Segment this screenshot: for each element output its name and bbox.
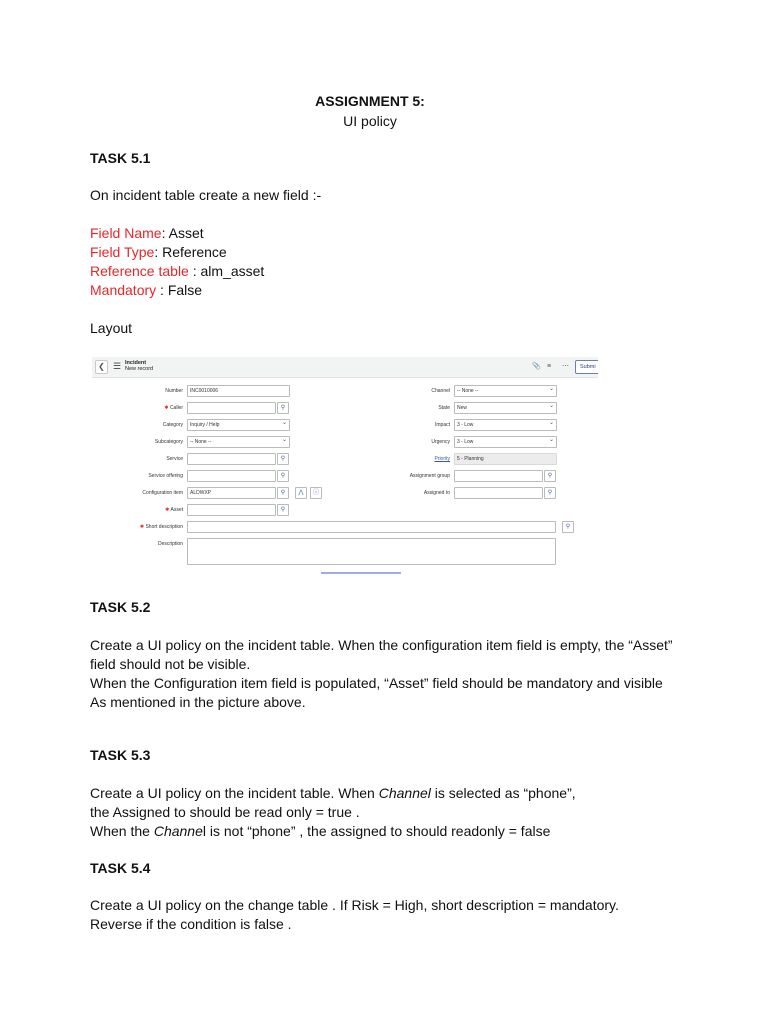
task-5-2-line-1: Create a UI policy on the incident table. When the configuration item field is empty, the “Asset”: [90, 637, 673, 653]
urgency-select[interactable]: 3 - Low ⌄: [454, 436, 557, 448]
more-icon[interactable]: ⋯: [562, 363, 569, 370]
task-5-3-line-3-a: When the: [90, 823, 154, 839]
task-5-3-line-1: [90, 784, 576, 803]
form-header-subtitle: New record: [125, 366, 154, 372]
channel-select[interactable]: -- None -- ⌄: [454, 385, 557, 397]
task-5-2-line-3: When the Configuration item field is populated, “Asset” field should be mandatory and visible: [90, 675, 663, 691]
incident-form-screenshot: [92, 357, 598, 575]
scroll-indicator: [321, 572, 401, 574]
service-label: Service: [166, 456, 183, 462]
task-5-3-line-3: [90, 822, 550, 841]
configuration-item-input[interactable]: ALDWXP: [187, 487, 276, 499]
task-5-3-line-1-c: is selected as “phone”,: [430, 785, 576, 801]
service-offering-label: Service offering: [148, 473, 183, 479]
back-icon[interactable]: ❮: [95, 360, 108, 374]
caller-search-icon[interactable]: ⚲: [277, 402, 289, 414]
assigned-to-input[interactable]: [454, 487, 543, 499]
state-label: State: [438, 405, 450, 411]
submit-button[interactable]: Submi: [575, 360, 598, 374]
service-input[interactable]: [187, 453, 276, 465]
task-5-3-line-2: the Assigned to should be read only = true .: [90, 804, 360, 820]
caller-input[interactable]: [187, 402, 276, 414]
priority-link[interactable]: Priority: [434, 456, 450, 462]
category-select[interactable]: Inquiry / Help ⌄: [187, 419, 290, 431]
required-icon: ✱: [139, 524, 145, 530]
assignment-group-label: Assignment group: [409, 473, 450, 479]
form-header-title: Incident: [125, 360, 147, 366]
description-textarea[interactable]: [187, 538, 556, 565]
task-5-3-line-3-b: Channe: [153, 823, 203, 839]
service-offering-input[interactable]: [187, 470, 276, 482]
number-label: Number: [165, 388, 183, 394]
task-5-4-line-1: Create a UI policy on the change table . If Risk = High, short description = mandatory.: [90, 897, 619, 913]
asset-label: ✱ Asset: [165, 507, 183, 513]
task-5-3-line-1-b: Channel: [378, 785, 431, 801]
configuration-item-info-icon[interactable]: ⓘ: [310, 487, 322, 499]
attachment-icon[interactable]: 📎: [532, 363, 541, 370]
mandatory-value: : False: [156, 282, 203, 298]
mandatory-label: Mandatory: [90, 282, 157, 298]
state-select[interactable]: New ⌄: [454, 402, 557, 414]
field-name-value: : Asset: [161, 225, 204, 241]
asset-input[interactable]: [187, 504, 276, 516]
assigned-to-search-icon[interactable]: ⚲: [544, 487, 556, 499]
task-5-1-intro: On incident table create a new field :-: [90, 187, 322, 203]
service-offering-search-icon[interactable]: ⚲: [277, 470, 289, 482]
caller-label: ✱ Caller: [164, 405, 183, 411]
subcategory-label: Subcategory: [154, 439, 183, 445]
field-type-value: : Reference: [154, 244, 227, 260]
task-5-4-heading: TASK 5.4: [90, 860, 151, 876]
settings-icon[interactable]: ≡: [547, 363, 552, 370]
task-5-4-line-2: Reverse if the condition is false .: [90, 916, 292, 932]
urgency-label: Urgency: [431, 439, 450, 445]
configuration-item-tree-icon[interactable]: ⋀: [295, 487, 307, 499]
hamburger-icon[interactable]: ☰: [113, 361, 122, 371]
asset-search-icon[interactable]: ⚲: [277, 504, 289, 516]
configuration-item-label: Configuration item: [142, 490, 183, 496]
impact-label: Impact: [434, 422, 450, 428]
field-name-line: [90, 225, 204, 241]
channel-label: Channel: [431, 388, 450, 394]
task-5-2-line-2: field should not be visible.: [90, 656, 251, 672]
task-5-3-line-1-a: Create a UI policy on the incident table. When: [90, 785, 379, 801]
configuration-item-search-icon[interactable]: ⚲: [277, 487, 289, 499]
reference-table-label: Reference table: [90, 263, 189, 279]
category-label: Category: [162, 422, 183, 428]
assignment-group-search-icon[interactable]: ⚲: [544, 470, 556, 482]
number-input[interactable]: INC0010006: [187, 385, 290, 397]
impact-select[interactable]: 3 - Low ⌄: [454, 419, 557, 431]
task-5-3-line-3-c: l is not “phone” , the assigned to should readonly = false: [202, 823, 551, 839]
task-5-1-heading: TASK 5.1: [90, 150, 151, 166]
reference-table-value: : alm_asset: [188, 263, 265, 279]
assignment-subtitle: UI policy: [343, 113, 397, 129]
required-icon: ✱: [165, 507, 170, 513]
assignment-title: ASSIGNMENT 5:: [315, 93, 425, 109]
task-5-2-line-4: As mentioned in the picture above.: [90, 694, 306, 710]
subcategory-select[interactable]: -- None -- ⌄: [187, 436, 290, 448]
required-icon: ✱: [164, 405, 169, 411]
priority-readonly-field: 5 - Planning: [454, 453, 557, 465]
reference-table-line: [90, 263, 264, 279]
suggestion-icon[interactable]: ⚲: [562, 521, 574, 533]
description-label: Description: [157, 541, 183, 547]
mandatory-line: [90, 282, 202, 298]
assigned-to-label: Assigned to: [423, 490, 450, 496]
field-type-line: [90, 244, 227, 260]
field-name-label: Field Name: [90, 225, 162, 241]
service-search-icon[interactable]: ⚲: [277, 453, 289, 465]
field-type-label: Field Type: [90, 244, 155, 260]
form-header-bar: [92, 357, 598, 378]
assignment-group-input[interactable]: [454, 470, 543, 482]
short-description-input[interactable]: [187, 521, 556, 533]
short-description-label: ✱ Short description: [139, 524, 183, 530]
task-5-3-heading: TASK 5.3: [90, 747, 151, 763]
layout-label: Layout: [90, 320, 133, 336]
task-5-2-heading: TASK 5.2: [90, 599, 151, 615]
